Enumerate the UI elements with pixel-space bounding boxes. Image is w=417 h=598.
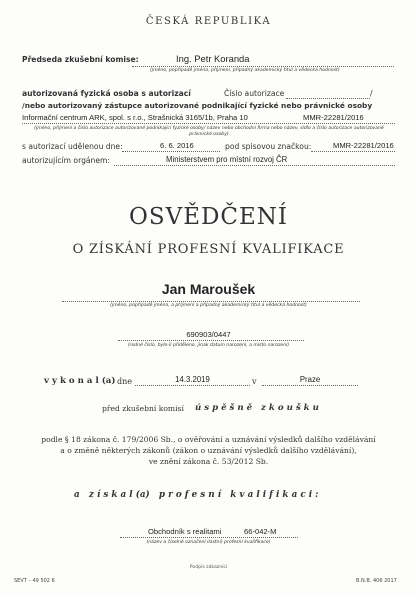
authority-label: autorizovaná fyzická osoba s autorizací <box>22 89 191 98</box>
slash-mark: / <box>370 89 373 98</box>
passed-exam-label: ú s p ě š n ě z k o u š k u <box>195 403 319 413</box>
granted-label: s autorizací udělenou dne: <box>22 142 123 151</box>
performed-label: v y k o n a l (a) <box>44 376 116 386</box>
holder-name-hint: (jméno, popřípadě jména, a příjmení a případný akademický titul a vědecká hodnost) <box>110 303 307 308</box>
certificate-title: OSVĚDČENÍ <box>128 204 289 230</box>
chair-label: Předseda zkušební komise: <box>22 55 139 64</box>
entity-hint: (jméno, příjmení a číslo autorizace autorizované podnikající fyzické osoby/ název nebo obchodní firma nebo název, sídlo a číslo autorizace autorizované právnické osoby) <box>34 126 384 137</box>
entity-number: MMR-22281/2016 <box>303 113 364 122</box>
qualification-name: Obchodník s realitami <box>148 527 222 536</box>
exam-place: Praze <box>299 375 321 384</box>
certificate-subtitle: O ZÍSKÁNÍ PROFESNÍ KVALIFIKACE <box>72 242 345 257</box>
before-board-label: před zkušební komisí <box>102 404 184 413</box>
chair-hint: (jméno, popřípadě jména, příjmení, případný akademický titul a vědecká hodnost) <box>150 68 340 73</box>
qualification-label: a z í s k a l (a) p r o f e s n í k v a l i f i k a c i : <box>74 490 319 500</box>
auth-no-label: Číslo autorizace <box>224 89 285 98</box>
law-line-2: a o změně některých zákonů (zákon o uznávání výsledků dalšího vzdělávání), <box>60 446 357 455</box>
qualification-hint: (název a číselné označení ilastní) profesní kvalifikace) <box>146 540 271 545</box>
entity-name: Informační centrum ARK, spol. s r.o., Strašnická 3165/1b, Praha 10 <box>22 113 248 122</box>
birth-hint: (rodné číslo, bylo-li přiděleno, jinak datum narození, a místo narození) <box>127 343 290 348</box>
file-label: pod spisovou značkou: <box>225 142 312 151</box>
signature-hint: Podpis zákazníci <box>189 565 228 570</box>
representative-label: /nebo autorizovaný zástupce autorizované podnikající fyzické nebo právnické osoby <box>22 101 373 110</box>
birth-number: 690903/0447 <box>186 330 231 339</box>
law-line-1: podle § 18 zákona č. 179/2006 Sb., o ověřování a uznávání výsledků dalšího vzdělávání <box>41 435 376 444</box>
country-heading: ČESKÁ REPUBLIKA <box>145 16 272 27</box>
date-label: dne <box>117 377 133 386</box>
chair-name: Ing. Petr Koranda <box>176 53 250 64</box>
form-code-left: SEVT – 49 502 6 <box>14 578 55 584</box>
holder-name: Jan Maroušek <box>161 281 256 297</box>
exam-date: 14.3.2019 <box>175 375 210 384</box>
file-number: MMR-22281/2016 <box>333 141 394 150</box>
form-code-right: B.N.B. 406 2017 <box>356 578 397 584</box>
qualification-code: 66-042-M <box>244 527 277 536</box>
place-label: v <box>252 377 257 386</box>
authorizer-label: autorizujícím orgánem: <box>22 156 110 165</box>
authorizer-name: Ministerstvem pro místní rozvoj ČR <box>166 155 288 164</box>
law-line-3: ve znění zákona č. 53/2012 Sb. <box>148 457 269 466</box>
granted-date: 6. 6. 2016 <box>160 141 194 150</box>
